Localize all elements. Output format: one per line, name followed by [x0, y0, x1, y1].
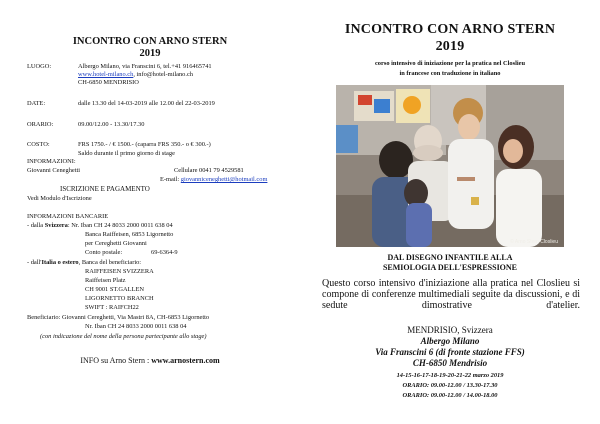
photo-caption: © Arno Stern Closlieu [510, 239, 558, 245]
hotel-email-text: , info@hotel-milano.ch [133, 71, 193, 78]
contact-phone: Cellulare 0041 79 4529581 [174, 167, 244, 174]
svizzera-bank: Banca Raiffeisen, 6853 Ligornetto [85, 231, 174, 238]
luogo-label: LUOGO: [27, 63, 52, 70]
svizzera-prefix: - dalla [27, 222, 45, 229]
right-subtitle-1: corso intensivo di iniziazione per la pratica nel Closlieu [374, 60, 526, 67]
info-line [0, 356, 300, 365]
costo-price: FRS 1750.- / € 1500.- (caparra FRS 350.- o € 300.-) [78, 141, 211, 148]
informazioni-label: INFORMAZIONI: [27, 158, 76, 165]
italia-line [27, 259, 141, 267]
course-dates: 14-15-16-17-18-19-20-21-22 marzo 2019 [396, 372, 504, 379]
left-year: 2019 [139, 48, 161, 59]
orario-label: ORARIO: [27, 121, 54, 128]
heading-line-1: DAL DISEGNO INFANTILE ALLA [387, 253, 513, 262]
italia-prefix: - dall' [27, 259, 42, 266]
iscrizione-text: Vedi Modulo d'Iscrizione [27, 195, 92, 202]
bank-city: CH 9001 ST.GALLEN [85, 286, 144, 293]
right-panel [300, 0, 600, 424]
beneficiario-iban: Nr. Iban CH 24 8033 2000 0011 638 04 [85, 323, 187, 330]
heading-line-2: SEMIOLOGIA DELL'ESPRESSIONE [382, 263, 518, 272]
svizzera-postal-number: 69-6364-9 [151, 249, 178, 256]
right-title: INCONTRO CON ARNO STERN [344, 22, 556, 37]
svizzera-postal-label: Conto postale: [85, 249, 123, 256]
date-value: dalle 13.30 del 14-03-2019 alle 12.00 del 22-03-2019 [78, 100, 215, 107]
hotel-website-link[interactable]: www.hotel-milano.ch [78, 71, 134, 78]
costo-saldo: Saldo durante il primo giorno di stage [78, 150, 175, 157]
workshop-photo-illustration [336, 85, 564, 247]
arnostern-website-link[interactable]: www.arnostern.com [151, 356, 220, 365]
date-label: DATE: [27, 100, 46, 107]
course-description: Questo corso intensivo d'iniziazione alla pratica nel Closlieu si compone di conferenze multimediali seguite da discussioni, e di sedute dimostrative d'atelier. [322, 278, 580, 312]
luogo-address: Albergo Milano, via Franscini 6, tel.+41 916465741 [78, 63, 212, 70]
svizzera-bold: Svizzera [44, 222, 68, 229]
right-year: 2019 [435, 39, 465, 54]
svizzera-holder: per Cereghetti Giovanni [85, 240, 147, 247]
luogo-city: CH-6850 MENDRISIO [78, 79, 139, 86]
orario-value: 09.00/12.00 - 13.30/17.30 [78, 121, 145, 128]
svizzera-line [27, 222, 173, 230]
bank-street: Raiffeisen Platz [85, 277, 126, 284]
venue-city: CH-6850 Mendrisio [412, 358, 488, 368]
bank-branch: LIGORNETTO BRANCH [85, 295, 154, 302]
course-hours-1: ORARIO: 09.00-12.00 / 13.30-17.30 [402, 382, 498, 389]
banca-title: INFORMAZIONI BANCARIE [27, 213, 109, 220]
beneficiario-line: Beneficiario: Giovanni Cereghetti, Via Mastri 8A, CH-6853 Ligornetto [27, 314, 210, 321]
beneficiario-note: (con indicazione del nome della persona partecipante allo stage) [40, 333, 207, 340]
bank-name: RAIFFEISEN SVIZZERA [85, 268, 154, 275]
iscrizione-title: ISCRIZIONE E PAGAMENTO [60, 185, 150, 193]
luogo-web-line [78, 71, 193, 79]
email-label: E-mail: [160, 176, 180, 183]
bank-swift: SWIFT : RAIFCH22 [85, 304, 139, 311]
contact-name: Giovanni Ceneghetti [27, 167, 81, 174]
venue-street: Via Franscini 6 (di fronte stazione FFS) [375, 347, 525, 357]
right-subtitle-2: in francese con traduzione in italiano [399, 70, 501, 77]
svizzera-iban: : Nr. Iban CH 24 8033 2000 0011 638 04 [67, 222, 173, 229]
info-prefix: INFO su Arno Stern : [80, 356, 152, 365]
costo-label: COSTO: [27, 141, 50, 148]
course-hours-2: ORARIO: 09.00-12.00 / 14.00-18.00 [402, 392, 498, 399]
venue-name: Albergo Milano [420, 336, 480, 346]
location-line: MENDRISIO, Svizzera [407, 325, 493, 335]
italia-rest: , Banca del beneficiario: [78, 259, 142, 266]
italia-bold: Italia o estero [41, 259, 79, 266]
contact-email-link[interactable]: giovanniceneghetti@hotmail.com [180, 176, 268, 183]
contact-email-line [160, 176, 267, 184]
workshop-photo [336, 85, 564, 247]
left-title: INCONTRO CON ARNO STERN [72, 36, 228, 47]
